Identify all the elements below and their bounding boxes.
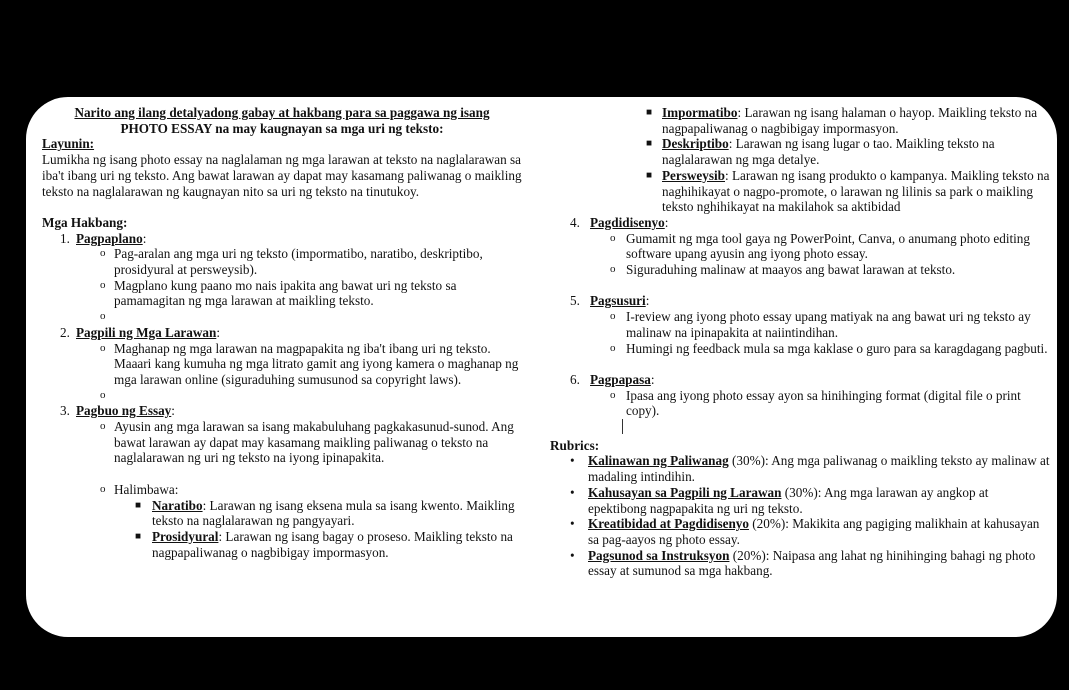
empty-list-item: o <box>100 388 106 401</box>
rubric-item: • Kreatibidad at Pagdidisenyo (20%): Makikita ang pagiging malikhain at kahusayan sa pag-aayos ng photo essay. <box>570 516 1040 547</box>
rubric-item: • Pagsunod sa Instruksyon (20%): Naipasa ang lahat ng hinihinging bahagi ng photo essay at sumunod sa mga hakbang. <box>570 547 1036 579</box>
step-3: 3. Pagbuo ng Essay: <box>60 403 175 419</box>
hakbang-heading: Mga Hakbang: <box>42 214 128 230</box>
rubric-item: • Kalinawan ng Paliwanag (30%): Ang mga paliwanag o maikling teksto ay malinaw at madaling intindihin. <box>570 453 1050 485</box>
layunin-heading: Layunin: <box>42 136 95 152</box>
example-item: ■ Deskriptibo: Larawan ng isang lugar o tao. Maikling teksto na naglalarawan ng mga detalye. <box>646 136 995 168</box>
step-4: 4. Pagdidisenyo: <box>570 214 669 230</box>
example-item: ■ Persweysib: Larawan ng isang produkto o kampanya. Maikling teksto na naghihikayat o nagpo-promote, o larawan ng lilinis sa park o maikling teksto nghihikayat na makilahok sa aktibidad <box>646 167 1050 215</box>
title-line-2: PHOTO ESSAY na may kaugnayan sa mga uri ng teksto: <box>120 120 444 136</box>
example-item: ■ Naratibo: Larawan ng isang eksena mula sa isang kwento. Maikling teksto na naglalarawan ng pangyayari. <box>135 497 515 529</box>
list-item: o Siguraduhing malinaw at maayos ang bawat larawan at teksto. <box>610 262 956 278</box>
list-item: o Maghanap ng mga larawan na magpapakita ng iba't ibang uri ng teksto. Maaari kang kumuha ng mga litrato gamit ang iyong kamera o maghanap ng mga larawan online (siguraduhing sumusunod sa copyright laws). <box>100 340 519 387</box>
document-title <box>42 105 522 136</box>
rubrics-heading: Rubrics: <box>550 437 600 453</box>
left-column <box>42 105 522 560</box>
title-line-1: Narito ang ilang detalyadong gabay at hakbang para sa paggawa ng isang <box>74 105 490 120</box>
list-item: o Magplano kung paano mo nais ipakita ang bawat uri ng teksto sa pamamagitan ng mga larawan at maikling teksto. <box>100 277 457 309</box>
list-item: o Ipasa ang iyong photo essay ayon sa hinihinging format (digital file o print copy). <box>610 387 1021 419</box>
list-item: o Pag-aralan ang mga uri ng teksto (impormatibo, naratibo, deskriptibo, prosidyural at persweysib). <box>100 246 483 278</box>
rubric-item: • Kahusayan sa Pagpili ng Larawan (30%): Ang mga larawan ay angkop at epektibong nagpapakita ng uri ng teksto. <box>570 484 989 516</box>
document-page <box>26 97 1057 637</box>
step-2: 2. Pagpili ng Mga Larawan: <box>60 324 220 340</box>
list-item: o I-review ang iyong photo essay upang matiyak na ang bawat uri ng teksto ay malinaw na ipinapakita at naiintindihan. <box>610 309 1031 340</box>
right-column <box>550 105 1050 579</box>
step-5: 5. Pagsusuri: <box>570 293 650 309</box>
text-cursor[interactable] <box>550 419 1050 438</box>
list-item: o Humingi ng feedback mula sa mga kaklase o guro para sa karagdagang pagbuti. <box>610 340 1048 356</box>
step-1: 1. Pagpaplano: <box>60 230 147 246</box>
example-item: ■ Prosidyural: Larawan ng isang bagay o proseso. Maikling teksto na nagpapaliwanag o nagbibigay impormasyon. <box>135 528 513 560</box>
empty-list-item: o <box>100 310 106 323</box>
layunin-text: Lumikha ng isang photo essay na naglalaman ng mga larawan at teksto na naglalarawan sa iba't ibang uri ng teksto. Ang bawat larawan ay dapat may kasamang paliwanag o maikling teksto na naglalarawan ng kaugnayan nito sa uri ng teksto na tinutukoy. <box>42 152 522 199</box>
step-6: 6. Pagpapasa: <box>570 371 655 387</box>
example-item: ■ Impormatibo: Larawan ng isang halaman o hayop. Maikling teksto na nagpapaliwanag o nagbibigay impormasyon. <box>646 105 1038 136</box>
list-item: o Ayusin ang mga larawan sa isang makabuluhang pagkakasunud-sunod. Ang bawat larawan ay dapat may kasamang maikling paliwanag o teksto na naglalarawan ng uri ng teksto na iyong ipinapakita. <box>100 419 514 466</box>
list-item: o Gumamit ng mga tool gaya ng PowerPoint, Canva, o anumang photo editing software upang ayusin ang iyong photo essay. <box>610 230 1030 262</box>
halimbawa-label: o Halimbawa: <box>100 481 179 497</box>
